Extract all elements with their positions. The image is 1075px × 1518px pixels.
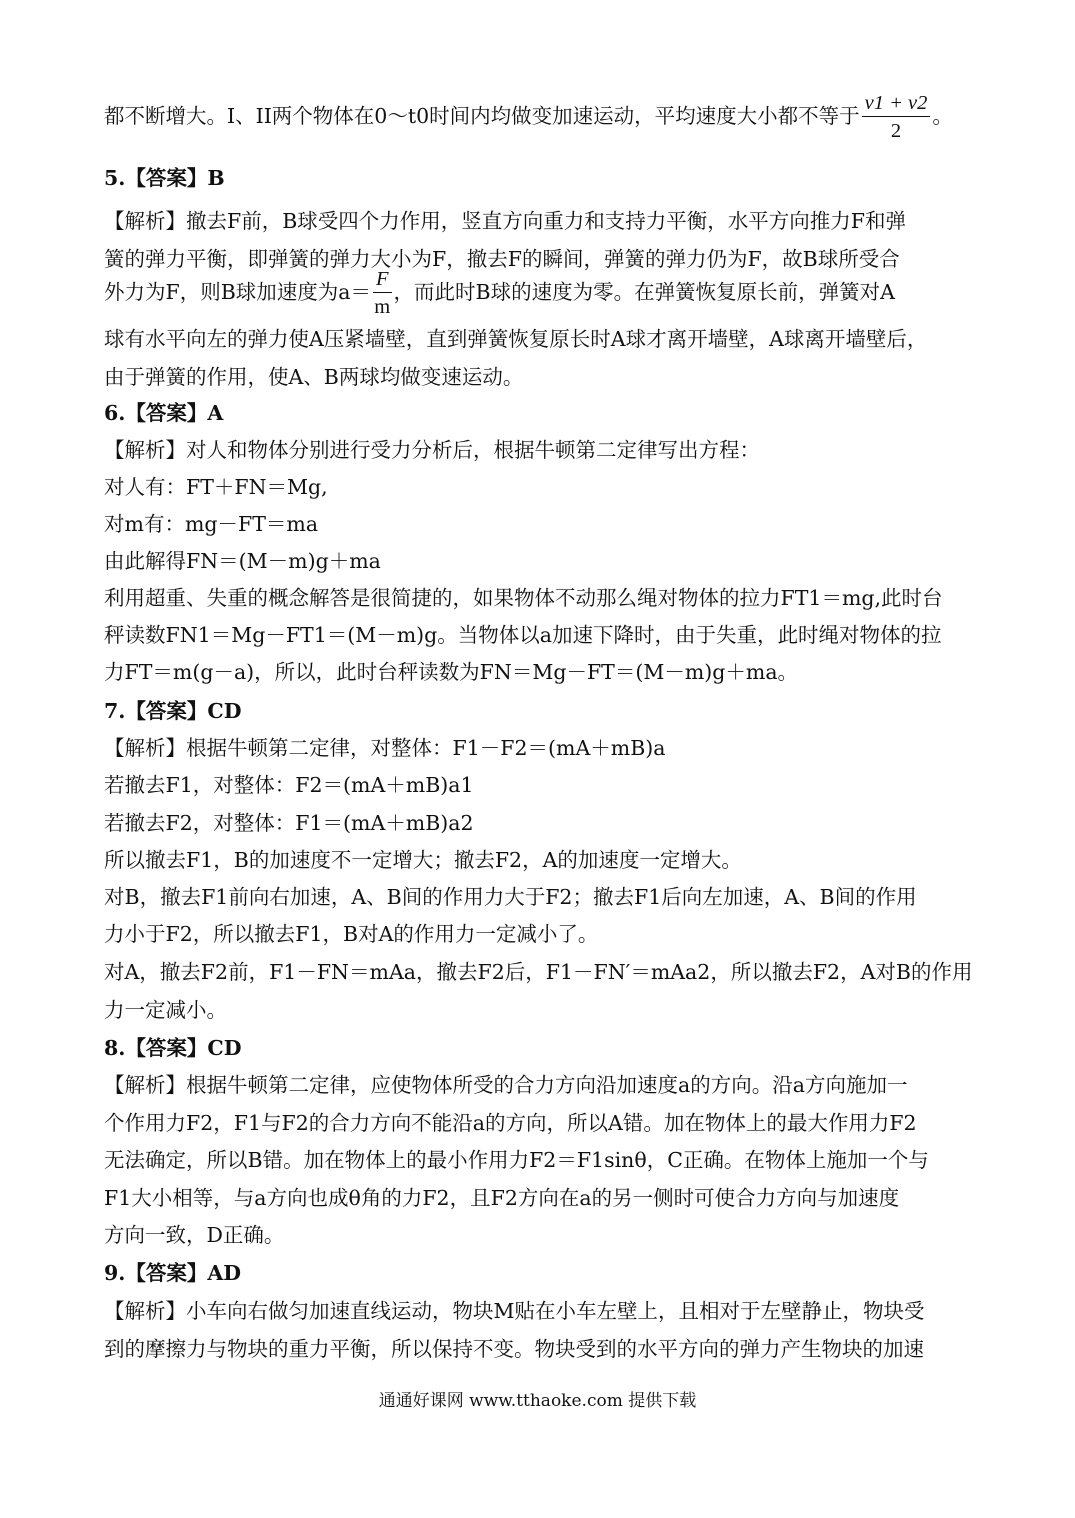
line-text-continued: 。 [932,104,953,128]
line-text: 个作用力F2，F1与F2的合力方向不能沿a的方向，所以A错。加在物体上的最大作用力F2 [104,1111,917,1135]
line-text: 由于弹簧的作用，使A、B两球均做变速运动。 [104,365,524,389]
line-text: 若撤去F1，对整体：F2＝(mA＋mB)a1 [104,773,474,797]
line-text: 5.【答案】B [104,166,225,190]
text-line [104,1298,984,1324]
line-text: 9.【答案】AD [104,1261,242,1285]
text-line [104,266,984,326]
text-line [104,810,984,836]
line-text-continued: ，而此时B球的速度为零。在弹簧恢复原长前，弹簧对A [393,280,895,304]
text-line [104,622,984,648]
line-text: 力小于F2，所以撤去F1，B对A的作用力一定减小了。 [104,922,599,946]
text-line [104,1147,984,1173]
line-text: 8.【答案】CD [104,1036,242,1060]
text-line [104,959,984,985]
line-text: 所以撤去F1，B的加速度不一定增大；撤去F2，A的加速度一定增大。 [104,848,742,872]
line-text: 秤读数FN1＝Mg－FT1＝(M－m)g。当物体以a加速下降时，由于失重，此时绳对物体的拉 [104,623,942,647]
text-line [104,884,984,910]
answer-heading [104,165,984,191]
fraction [373,266,392,321]
line-text: 【解析】小车向右做匀加速直线运动，物块M贴在小车左壁上，且相对于左壁静止，物块受 [104,1299,925,1323]
line-text: 对B，撤去F1前向右加速，A、B间的作用力大于F2；撤去F1后向左加速，A、B间的作用 [104,885,917,909]
text-line [104,1110,984,1136]
line-text: 方向一致，D正确。 [104,1223,285,1247]
text-line [104,997,984,1023]
answer-heading [104,400,984,426]
text-line [104,1072,984,1098]
line-text: 对人有：FT＋FN＝Mg, [104,475,328,499]
line-text: 利用超重、失重的概念解答是很简捷的，如果物体不动那么绳对物体的拉力FT1＝mg,此时台 [104,586,943,610]
line-text: 【解析】撤去F前，B球受四个力作用，竖直方向重力和支持力平衡，水平方向推力F和弹 [104,209,907,233]
line-text: F1大小相等，与a方向也成θ角的力F2，且F2方向在a的另一侧时可使合力方向与加速度 [104,1186,900,1210]
page-footer: 通通好课网 www.tthaoke.com 提供下载 [378,1391,697,1411]
text-line [104,326,984,352]
line-text: 力一定减小。 [104,998,227,1022]
fraction-denominator: 2 [890,120,902,142]
text-line [104,1185,984,1211]
text-line [104,921,984,947]
line-text: 由此解得FN＝(M－m)g＋ma [104,549,381,573]
line-text: 外力为F，则B球加速度为a＝ [104,280,372,304]
line-text: 【解析】对人和物体分别进行受力分析后，根据牛顿第二定律写出方程： [104,438,760,462]
line-text: 到的摩擦力与物块的重力平衡，所以保持不变。物块受到的水平方向的弹力产生物块的加速 [104,1337,924,1361]
line-text: 【解析】根据牛顿第二定律，对整体：F1－F2＝(mA＋mB)a [104,736,666,760]
text-line [104,585,984,611]
line-text: 力FT＝m(g－a)，所以，此时台秤读数为FN＝Mg－FT＝(M－m)g＋ma。 [104,660,799,684]
text-line [104,437,984,463]
line-text: 对A，撤去F2前，F1－FN＝mAa，撤去F2后，F1－FN′＝mAa2，所以撤去F2，A对B的作用 [104,960,973,984]
answer-heading [104,1260,984,1286]
line-text: 若撤去F2，对整体：F1＝(mA＋mB)a2 [104,811,474,835]
text-line [104,659,984,685]
text-line [104,772,984,798]
text-line [104,474,984,500]
text-line [104,1222,984,1248]
fraction-numerator: F [373,266,392,293]
line-text: 对m有：mg－FT＝ma [104,512,319,536]
line-text: 都不断增大。I、II两个物体在0～t0时间内均做变加速运动，平均速度大小都不等于 [104,104,860,128]
line-text: 簧的弹力平衡，即弹簧的弹力大小为F，撤去F的瞬间，弹簧的弹力仍为F，故B球所受合 [104,247,900,271]
text-line [104,548,984,574]
line-text: 球有水平向左的弹力使A压紧墙壁，直到弹簧恢复原长时A球才离开墙壁，A球离开墙壁后， [104,327,928,351]
text-line [104,90,984,150]
fraction-denominator: m [374,296,391,318]
text-line [104,735,984,761]
line-text: 无法确定，所以B错。加在物体上的最小作用力F2＝F1sinθ，C正确。在物体上施加一个与 [104,1148,929,1172]
text-line [104,1336,984,1362]
line-text: 7.【答案】CD [104,699,242,723]
answer-heading [104,698,984,724]
fraction-numerator: v1 + v2 [862,90,931,117]
answer-heading [104,1035,984,1061]
text-line [104,511,984,537]
fraction [862,90,931,145]
line-text: 6.【答案】A [104,401,224,425]
text-line [104,208,984,234]
text-line [104,364,984,390]
text-line [104,847,984,873]
line-text: 【解析】根据牛顿第二定律，应使物体所受的合力方向沿加速度a的方向。沿a方向施加一 [104,1073,908,1097]
